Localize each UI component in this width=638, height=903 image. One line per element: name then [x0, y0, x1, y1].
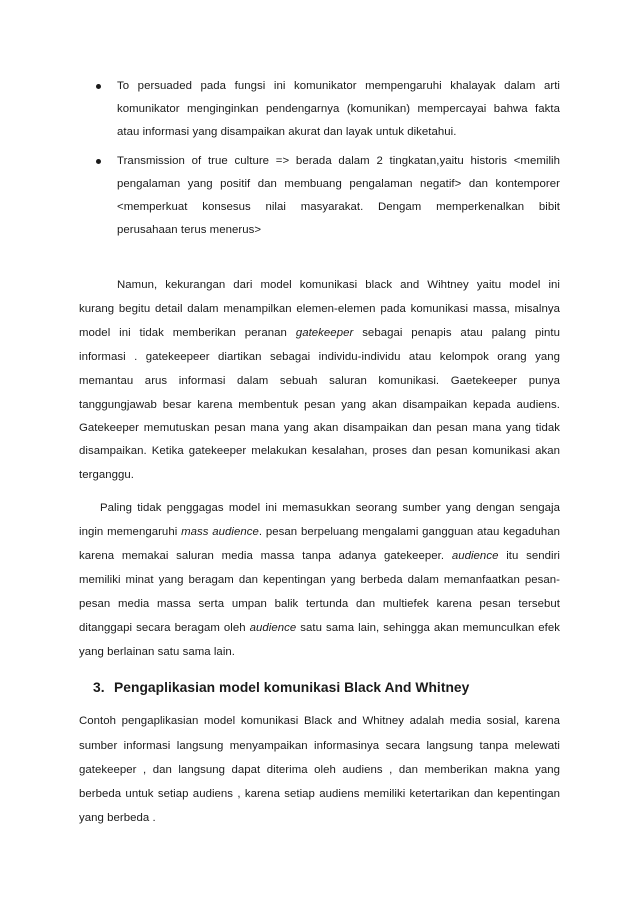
bullet-1-line-3: atau informasi yang disampaikan akurat dan layak untuk diketahui.: [117, 126, 457, 138]
gatekeeper-term: gatekeeper: [295, 327, 354, 339]
audience-term: audience: [249, 622, 297, 634]
bullet-2-line-3: <memperkuat konsesus nilai masyarakat. Dengam memperkenalkan bibit: [117, 201, 560, 213]
paragraph-3-line-2: sumber informasi langsung menyampaikan informasinya secara langsung tanpa melewati: [79, 740, 560, 752]
bullet-2-line-4: perusahaan terus menerus>: [117, 224, 262, 236]
section-heading: [93, 679, 469, 697]
paragraph-3-line-4: berbeda untuk setiap audiens , karena setiap audiens memiliki ketertarikan dan kepentingan: [79, 788, 560, 800]
audience-term: audience: [451, 550, 499, 562]
paragraph-1-line-6: tanggungjawab besar karena membentuk pesan yang akan disampaikan kepada audiens.: [79, 399, 560, 411]
paragraph-2-line-6: ditanggapi secara beragam oleh audience satu sama lain, sehingga akan memunculkan efek: [79, 622, 560, 634]
paragraph-2-line-7: yang berlainan satu sama lain.: [79, 646, 236, 658]
paragraph-1-line-5: memantau arus informasi dalam sebuah saluran komunikasi. Gaetekeeper punya: [79, 375, 560, 387]
section-number: 3.: [93, 680, 105, 695]
bullet-icon: [96, 84, 101, 89]
paragraph-2-line-5: pesan media massa serta umpan balik tertunda dan multiefek karena pesan tersebut: [79, 598, 560, 610]
paragraph-1-line-1: Namun, kekurangan dari model komunikasi black and Wihtney yaitu model ini: [117, 279, 560, 291]
paragraph-3-line-5: yang berbeda .: [79, 812, 156, 824]
paragraph-1-line-4: informasi . gatekeepeer diartikan sebagai individu-individu atau kelompok orang yang: [79, 351, 560, 363]
bullet-2-line-2: pengalaman yang positif dan membuang pengalaman negatif> dan kontemporer: [117, 178, 560, 190]
bullet-2-line-1: Transmission of true culture => berada dalam 2 tingkatan,yaitu historis <memilih: [117, 155, 560, 167]
paragraph-1-line-7: Gatekeeper memutuskan pesan mana yang akan disampaikan dan pesan mana yang tidak: [79, 422, 560, 434]
paragraph-1-line-8: disampaikan. Ketika gatekeeper melakukan kesalahan, proses dan pesan komunikasi akan: [79, 445, 560, 457]
paragraph-1-line-2: kurang begitu detail dalam menampilkan elemen-elemen pada komunikasi massa, misalnya: [79, 303, 560, 315]
paragraph-1-line-3: model ini tidak memberikan peranan gatekeeper sebagai penapis atau palang pintu: [79, 327, 560, 339]
paragraph-1-line-9: terganggu.: [79, 469, 134, 481]
paragraph-2-line-1: Paling tidak penggagas model ini memasukkan seorang sumber yang dengan sengaja: [100, 502, 560, 514]
bullet-icon: [96, 159, 101, 164]
paragraph-2-line-4: memiliki minat yang beragam dan kepentingan yang berbeda dalam memanfaatkan pesan-: [79, 574, 560, 586]
bullet-1-line-1: To persuaded pada fungsi ini komunikator mempengaruhi khalayak dalam arti: [117, 80, 560, 92]
paragraph-3-line-1: Contoh pengaplikasian model komunikasi Black and Whitney adalah media sosial, karena: [79, 715, 560, 727]
mass-audience-term: mass audience: [181, 526, 259, 538]
paragraph-2-line-2: ingin memengaruhi mass audience. pesan berpeluang mengalami gangguan atau kegaduhan: [79, 526, 560, 538]
paragraph-2-line-3: karena memakai saluran media massa tanpa adanya gatekeeper. audience itu sendiri: [79, 550, 560, 562]
paragraph-3-line-3: gatekeeper , dan langsung dapat diterima oleh audiens , dan memberikan makna yang: [79, 764, 560, 776]
section-title: Pengaplikasian model komunikasi Black And Whitney: [114, 680, 470, 695]
bullet-1-line-2: komunikator menginginkan pendengarnya (komunikan) mempercayai bahwa fakta: [117, 103, 560, 115]
